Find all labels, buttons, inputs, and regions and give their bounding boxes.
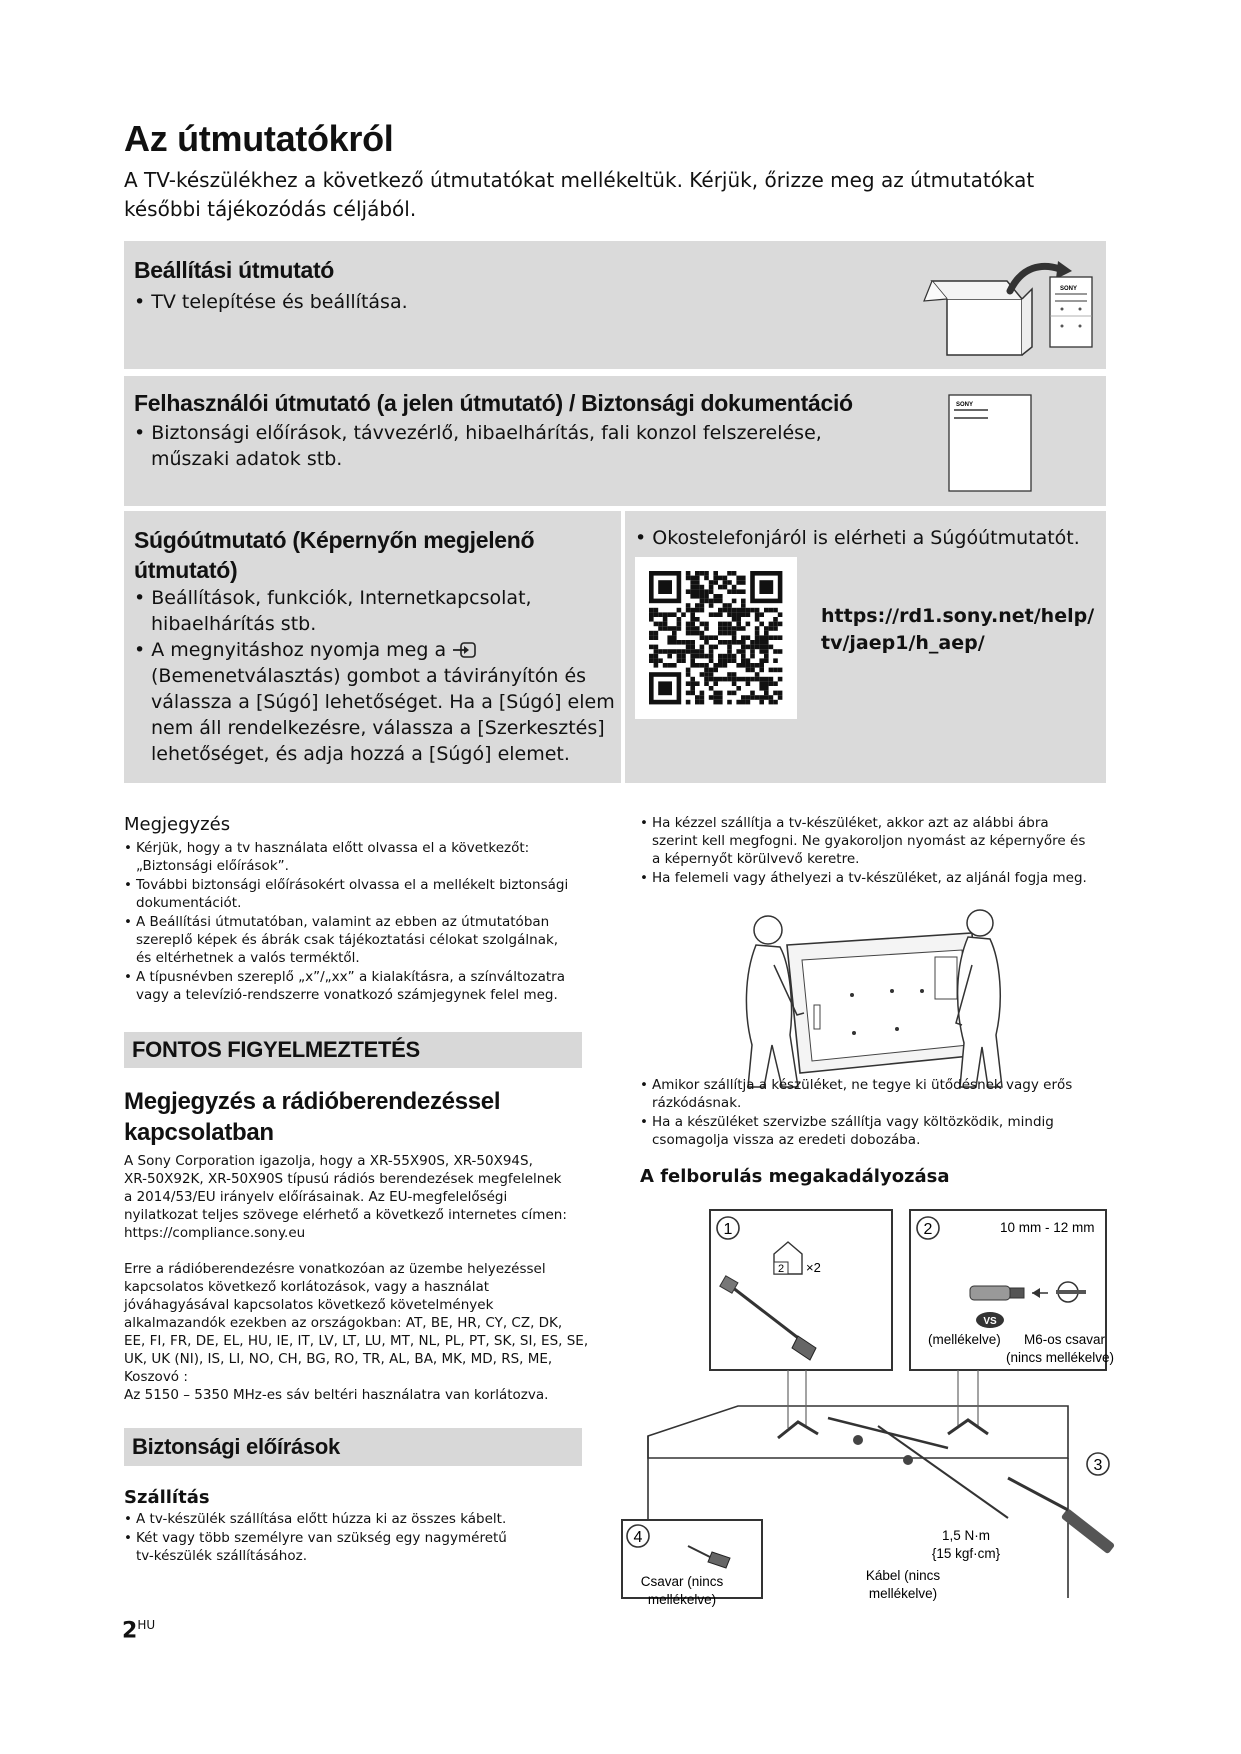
note-item-line: • További biztonsági előírásokért olvassa el a mellékelt biztonsági [136, 877, 569, 893]
setup-guide-item: • TV telepítése és beállítása. [134, 291, 408, 313]
transport-note-item-line: • Amikor szállítja a készüléket, ne tegye ki ütődésnek vagy erős [652, 1077, 1073, 1093]
note-item-line: „Biztonsági előírások”. [136, 858, 289, 874]
carry-note-item-line: szerint kell megfogni. Ne gyakoroljon nyomást az képernyőre és [652, 833, 1086, 849]
step1-number: 1 [723, 1221, 733, 1238]
radio-paragraph-2-line: Erre a rádióberendezésre vonatkozóan az üzembe helyezéssel [124, 1261, 546, 1277]
help-guide-heading-line1: Súgóútmutató (Képernyőn megjelenő [134, 527, 535, 553]
carry-notes [640, 814, 1110, 888]
radio-paragraph-1-line: XR-50X92K, XR-50X90S típusú rádiós berendezések megfelelnek [124, 1171, 562, 1187]
help-item2-prefix: • A megnyitáshoz nyomja meg a [134, 639, 447, 661]
note-heading: Megjegyzés [124, 814, 231, 835]
note-item [124, 839, 604, 875]
screw-label-line1: Csavar (nincs [640, 1574, 724, 1589]
transport-list [640, 1076, 1110, 1149]
user-guide-box [124, 376, 1106, 506]
help-guide-box [124, 511, 621, 783]
radio-paragraph-2-line: Koszovó : [124, 1369, 188, 1385]
dimension-label: 10 mm - 12 mm [1000, 1220, 1095, 1235]
help-item2-line3: válassza a [Súgó] lehetőséget. Ha a [Súgó] elem [151, 691, 615, 713]
page-lang: HU [137, 1618, 156, 1632]
step3-number: 3 [1093, 1457, 1103, 1474]
user-guide-item-line2: műszaki adatok stb. [151, 448, 343, 470]
box-to-manual-illustration [902, 261, 1102, 361]
note-item-line: és eltérhetnek a valós terméktől. [136, 950, 360, 966]
help-url-line2[interactable]: tv/jaep1/h_aep/ [821, 632, 985, 654]
page-number-value: 2 [122, 1618, 138, 1644]
note-item-line: szereplő képek és ábrák csak tájékoztatási célokat szolgálnak, [136, 932, 559, 948]
help-guide-heading [134, 525, 534, 585]
torque-line2: {15 kgf·cm} [931, 1546, 1001, 1561]
help-url[interactable] [821, 603, 1094, 657]
user-guide-item [134, 420, 822, 472]
user-guide-heading: Felhasználói útmutató (a jelen útmutató) / Biztonsági dokumentáció [134, 390, 853, 416]
vs-badge: VS [983, 1316, 997, 1327]
page-title: Az útmutatókról [124, 118, 394, 159]
safety-item-line: • Két vagy több személyre van szükség egy nagyméretű [136, 1530, 507, 1546]
safety-list [124, 1510, 594, 1565]
radio-paragraph-2-line: EE, FI, FR, DE, EL, HU, IE, IT, LV, LT, LU, MT, NL, PL, PT, SK, SI, ES, SE, [124, 1333, 589, 1349]
transport-note-item-line: rázkódásnak. [652, 1095, 742, 1111]
radio-paragraph-1-line: A Sony Corporation igazolja, hogy a XR-55X90S, XR-50X94S, [124, 1153, 533, 1169]
safety-bar [124, 1428, 582, 1466]
note-item-line: • Kérjük, hogy a tv használata előtt olvassa el a következőt: [136, 840, 530, 856]
transport-note-item-line: • Ha a készüléket szervizbe szállítja vagy költözködik, mindig [652, 1114, 1054, 1130]
setup-manual-brand: SONY [1060, 286, 1078, 292]
smartphone-box [625, 511, 1106, 783]
transport-note-item [640, 1113, 1110, 1149]
transport-heading: Szállítás [124, 1487, 210, 1508]
note-item [124, 968, 604, 1004]
radio-paragraph-1 [124, 1152, 594, 1242]
carrying-tv-illustration [742, 905, 1004, 1090]
help-item2-line4: nem áll rendelkezésre, válassza a [Szerkesztés] [151, 717, 605, 739]
qr-code-frame [635, 557, 797, 719]
radio-paragraph-2-line: Az 5150 – 5350 MHz-es sáv beltéri használatra van korlátozva. [124, 1387, 549, 1403]
page-number [122, 1618, 155, 1643]
transport-notes [640, 1076, 1110, 1150]
help-guide-items [134, 585, 615, 767]
tipover-illustration [633, 1208, 1115, 1607]
carry-note-item [640, 869, 1110, 887]
screw-label-line2: mellékelve) [647, 1592, 717, 1607]
transport-note-item-line: csomagolja vissza az eredeti dobozába. [652, 1132, 921, 1148]
help-item1-line2: hibaelhárítás stb. [151, 613, 317, 635]
safety-item [124, 1510, 594, 1528]
input-select-icon [452, 641, 478, 659]
transport-note-item [640, 1076, 1110, 1112]
cable-label-line2: mellékelve) [868, 1586, 938, 1601]
help-item2-line2: (Bemenetválasztás) gombot a távirányítón és [151, 665, 587, 687]
safety-item-line: • A tv-készülék szállítása előtt húzza ki az összes kábelt. [136, 1511, 507, 1527]
radio-paragraph-2-line: alkalmazandók ezekben az országokban: AT, BE, HR, CY, CZ, DK, [124, 1315, 563, 1331]
radio-heading [124, 1086, 594, 1148]
carry-note-item-line: a képernyőt körülvevő keretre. [652, 851, 860, 867]
user-manual-icon [948, 394, 1034, 494]
user-guide-item-line1: • Biztonsági előírások, távvezérlő, hibaelhárítás, fali konzol felszerelése, [134, 422, 822, 444]
cable-label-line1: Kábel (nincs [865, 1568, 941, 1583]
important-warning-label: FONTOS FIGYELMEZTETÉS [132, 1037, 420, 1062]
radio-heading-line1: Megjegyzés a rádióberendezéssel [124, 1088, 501, 1115]
help-url-line1[interactable]: https://rd1.sony.net/help/ [821, 605, 1095, 627]
note-item-line: • A Beállítási útmutatóban, valamint az ebben az útmutatóban [136, 914, 550, 930]
important-warning-bar [124, 1032, 582, 1068]
note-item-line: vagy a televízió-rendszerre vonatkozó számjegynek felel meg. [136, 987, 558, 1003]
safety-item-line: tv-készülék szállításához. [136, 1548, 307, 1564]
carry-list [640, 814, 1110, 887]
note-item-line: • A típusnévben szereplő „x”/„xx” a kialakításra, a színváltozatra [136, 969, 565, 985]
included-label: (mellékelve) [928, 1332, 1001, 1347]
radio-heading-line2: kapcsolatban [124, 1119, 274, 1146]
carry-note-item-line: • Ha felemeli vagy áthelyezi a tv-készüléket, az aljánál fogja meg. [652, 870, 1087, 886]
carry-note-item-line: • Ha kézzel szállítja a tv-készüléket, akkor azt az alábbi ábra [652, 815, 1049, 831]
x2-suffix: ×2 [806, 1260, 821, 1275]
safety-bar-label: Biztonsági előírások [132, 1434, 340, 1459]
safety-item [124, 1529, 594, 1565]
m6-not-included-label: (nincs mellékelve) [1006, 1350, 1115, 1365]
note-item-line: dokumentációt. [136, 895, 242, 911]
torque-line1: 1,5 N·m [941, 1528, 991, 1543]
setup-guide-heading: Beállítási útmutató [134, 257, 335, 283]
radio-section [124, 1086, 594, 1404]
help-guide-heading-line2: útmutató) [134, 557, 238, 583]
m6-screw-label: M6-os csavar [1024, 1332, 1106, 1347]
step2-number: 2 [923, 1221, 933, 1238]
setup-guide-box [124, 241, 1106, 369]
intro-text: A TV-készülékhez a következő útmutatókat mellékeltük. Kérjük, őrizze meg az útmutatókat későbbi tájékozódás céljából. [124, 168, 1035, 221]
radio-paragraph-2-line: jóváhagyásával kapcsolatos következő követelmények [124, 1297, 494, 1313]
safety-section [124, 1486, 594, 1566]
smartphone-text: • Okostelefonjáról is elérheti a Súgóútmutatót. [635, 527, 1080, 549]
tipover-heading: A felborulás megakadályozása [640, 1166, 950, 1187]
radio-paragraph-1-line: a 2014/53/EU irányelv előírásainak. Az EU-megfelelőségi [124, 1189, 508, 1205]
note-section [124, 813, 604, 1005]
carry-note-item [640, 814, 1110, 868]
step4-number: 4 [633, 1529, 643, 1546]
note-item [124, 876, 604, 912]
radio-paragraph-1-line: nyilatkozat teljes szövege elérhető a következő internetes címen: [124, 1207, 567, 1223]
note-item [124, 913, 604, 967]
radio-paragraph-2-line: kapcsolatos következő korlátozások, vagy a használat [124, 1279, 490, 1295]
help-item2-line5: lehetőséget, és adja hozzá a [Súgó] elemet. [151, 743, 570, 765]
user-manual-brand: SONY [956, 402, 974, 408]
x2-number: 2 [777, 1263, 785, 1275]
note-list [124, 839, 604, 1004]
qr-code[interactable] [635, 557, 797, 719]
radio-paragraph-2 [124, 1260, 594, 1404]
radio-paragraph-1-line: https://compliance.sony.eu [124, 1225, 306, 1241]
help-item1-line1: • Beállítások, funkciók, Internetkapcsolat, [134, 587, 532, 609]
radio-paragraph-2-line: UK, UK (NI), IS, LI, NO, CH, BG, RO, TR, AL, BA, MK, MD, RS, ME, [124, 1351, 553, 1367]
